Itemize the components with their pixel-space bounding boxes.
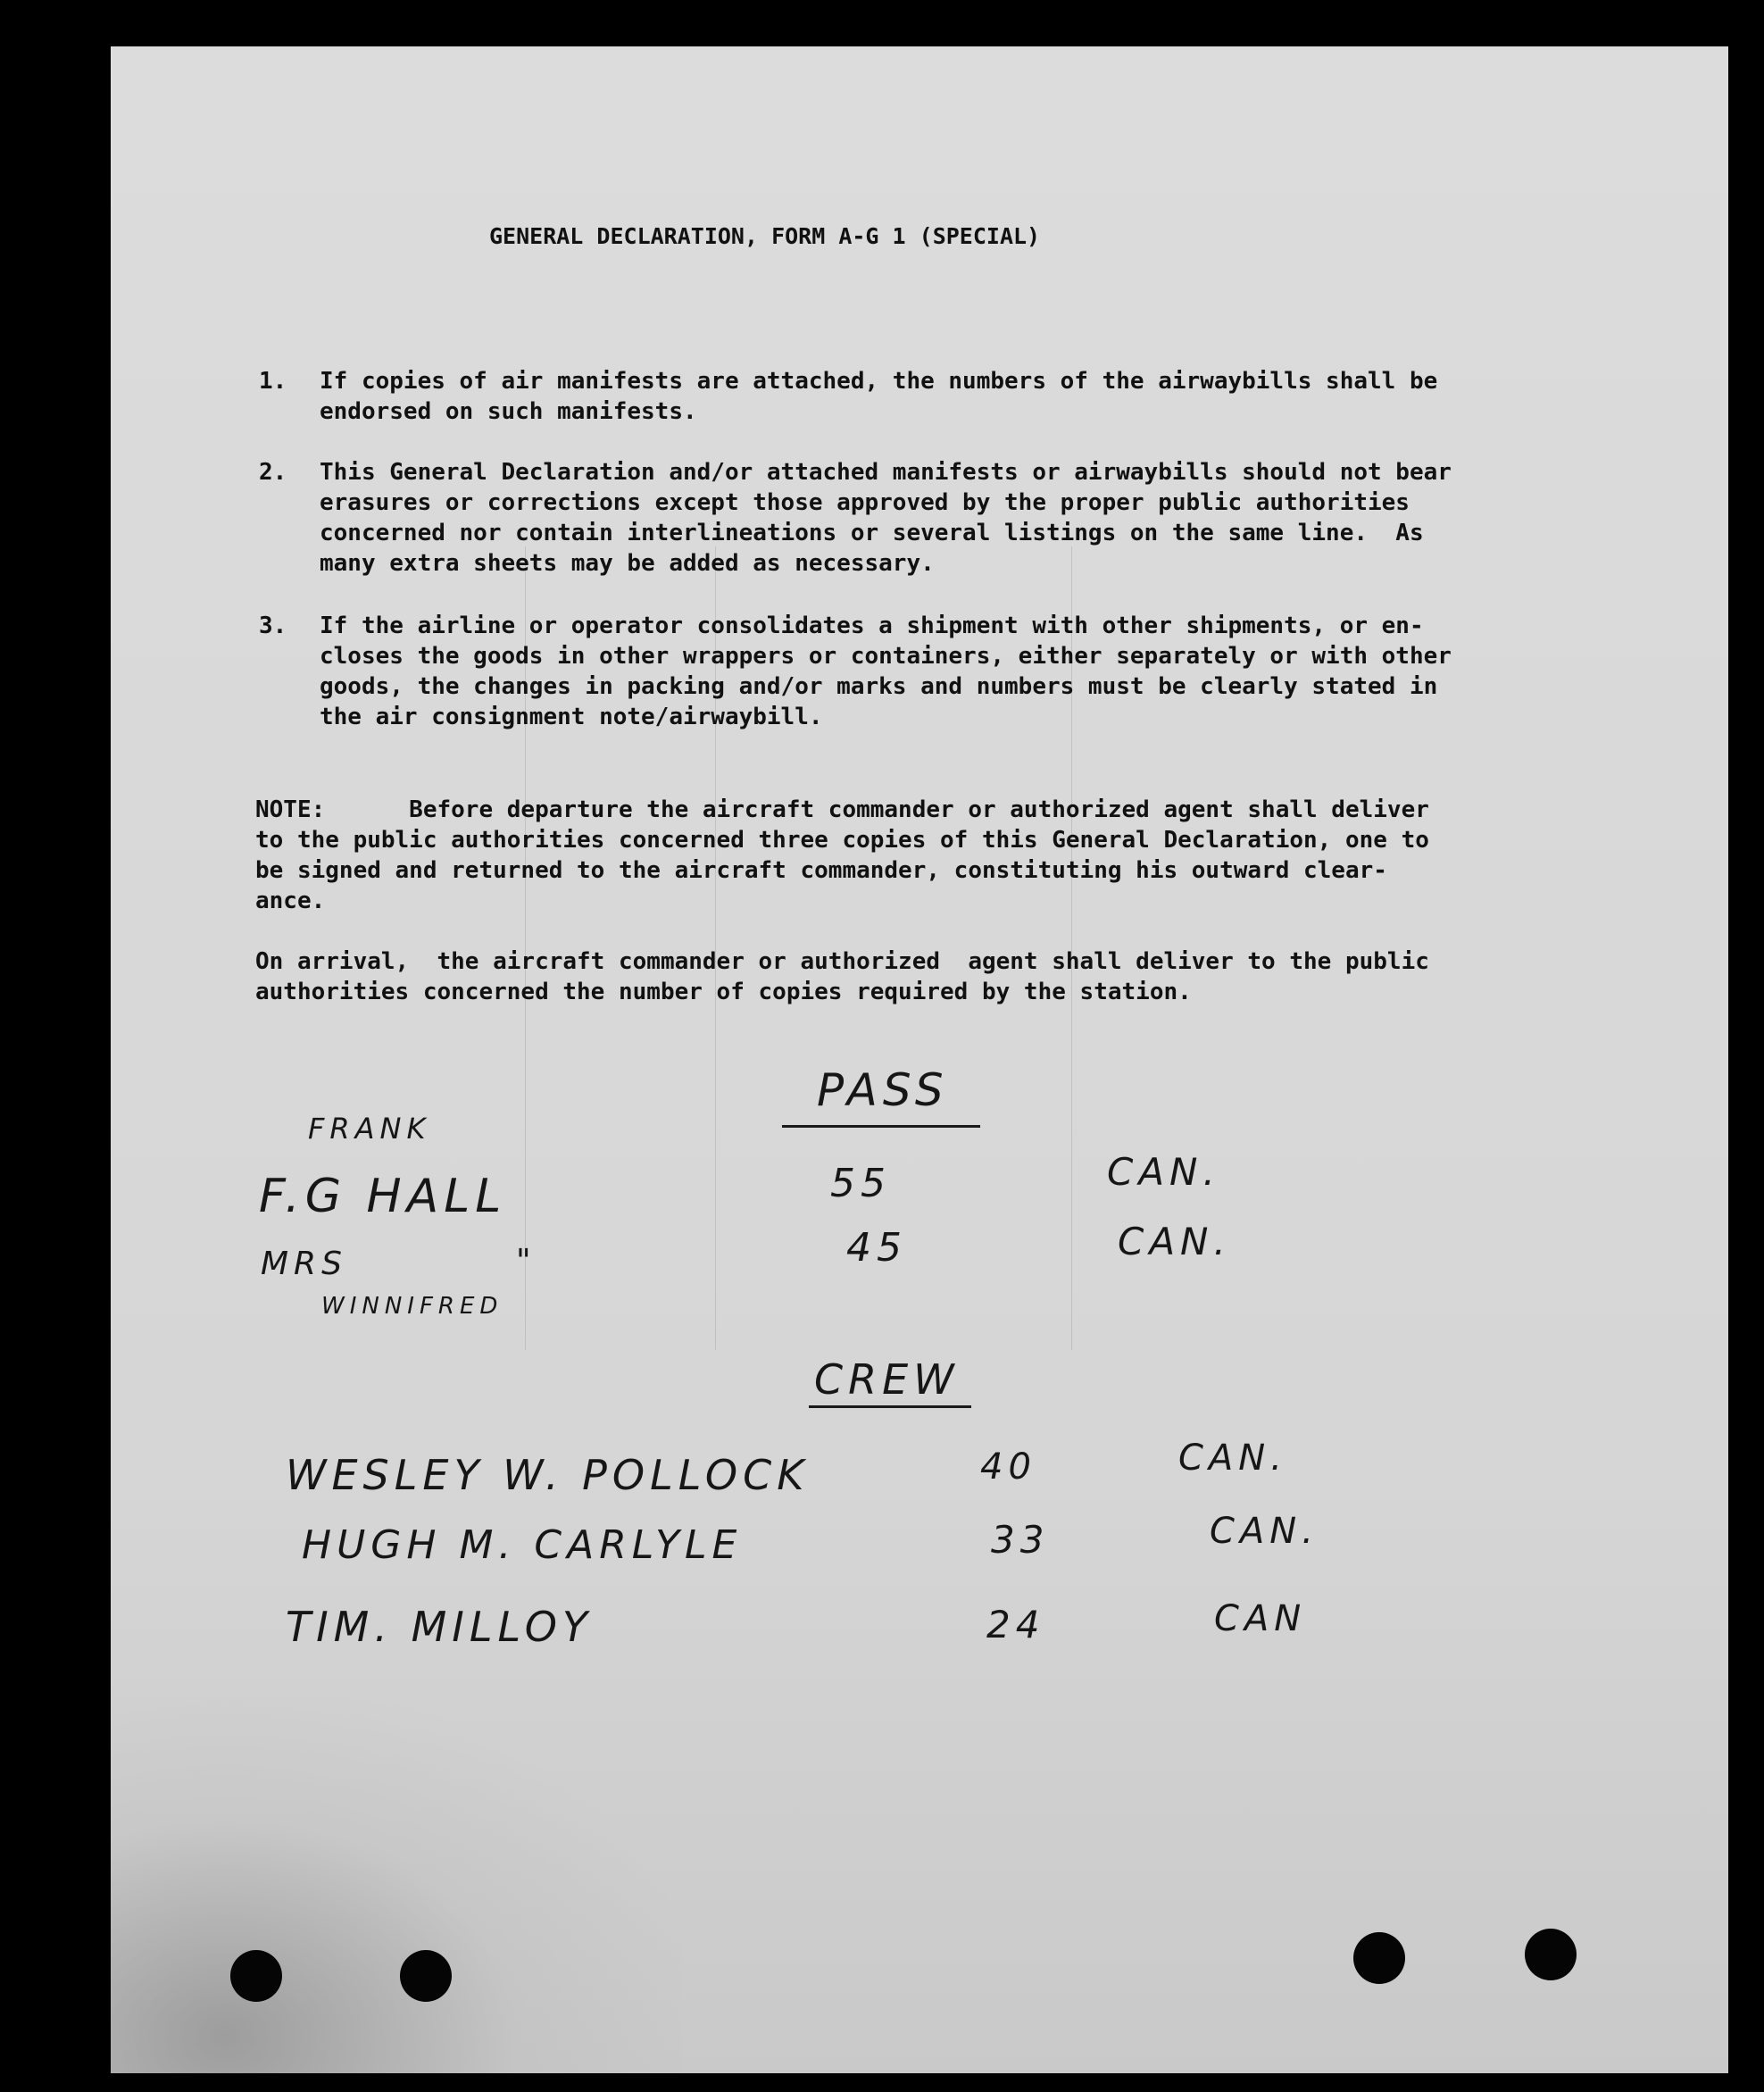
passengers-heading: PASS (817, 1064, 949, 1116)
crew-name: HUGH M. CARLYLE (302, 1522, 743, 1568)
crew-name: TIM. MILLOY (286, 1603, 593, 1651)
punch-hole (230, 1950, 282, 2002)
passenger-nationality: CAN. (1107, 1150, 1220, 1194)
heading-underline (782, 1125, 980, 1128)
passenger-nationality: CAN. (1118, 1220, 1231, 1263)
item-number: 1. (259, 368, 287, 395)
arrival-paragraph: On arrival, the aircraft commander or authorized agent shall deliver to the public authorities concerned the number of copies required by the station. (255, 948, 1429, 1005)
item-text: If the airline or operator consolidates a shipment with other shipments, or en- closes the goods in other wrappers or containers, either separately or with other goods, the changes in packing and/or marks and numbers must be clearly stated in the air consignment note/airwaybill. (320, 613, 1452, 730)
item-text: If copies of air manifests are attached, the numbers of the airwaybills shall be endorsed on such manifests. (320, 368, 1438, 425)
passenger-first-name: WINNIFRED (321, 1293, 503, 1320)
punch-hole (1525, 1929, 1577, 1980)
crew-age: 24 (986, 1603, 1045, 1646)
note-paragraph: NOTE: Before departure the aircraft commander or authorized agent shall deliver to the public authorities concerned three copies of this General Declaration, one to be signed and returned to the aircraft commander, constituting his outward clear- ance. (255, 796, 1429, 914)
item-text: This General Declaration and/or attached manifests or airwaybills should not bear erasures or corrections except those approved by the proper public authorities concerned nor contain interlineations or several listings on the same line. As many extra sheets may be added as necessary. (320, 459, 1452, 577)
passenger-age: 55 (830, 1161, 891, 1206)
page-shadow (111, 1698, 682, 2073)
passenger-age: 45 (846, 1225, 907, 1271)
document-page (111, 46, 1728, 2073)
punch-hole (1353, 1932, 1405, 1984)
crew-nationality: CAN. (1178, 1438, 1287, 1479)
passenger-first-name: FRANK (308, 1112, 431, 1146)
passenger-name: F.G HALL (259, 1170, 507, 1223)
crew-age: 33 (991, 1518, 1050, 1562)
crew-nationality: CAN (1214, 1598, 1307, 1639)
item-number: 3. (259, 613, 287, 639)
page-title: GENERAL DECLARATION, FORM A-G 1 (SPECIAL) (489, 223, 1041, 249)
punch-hole (400, 1950, 452, 2002)
crew-name: WESLEY W. POLLOCK (286, 1451, 810, 1499)
crew-heading: CREW (814, 1355, 960, 1404)
passenger-name: MRS (261, 1246, 347, 1282)
item-number: 2. (259, 459, 287, 486)
heading-underline (809, 1405, 971, 1408)
crew-nationality: CAN. (1210, 1511, 1319, 1552)
crew-age: 40 (980, 1446, 1036, 1488)
ditto-mark: " (516, 1243, 537, 1279)
